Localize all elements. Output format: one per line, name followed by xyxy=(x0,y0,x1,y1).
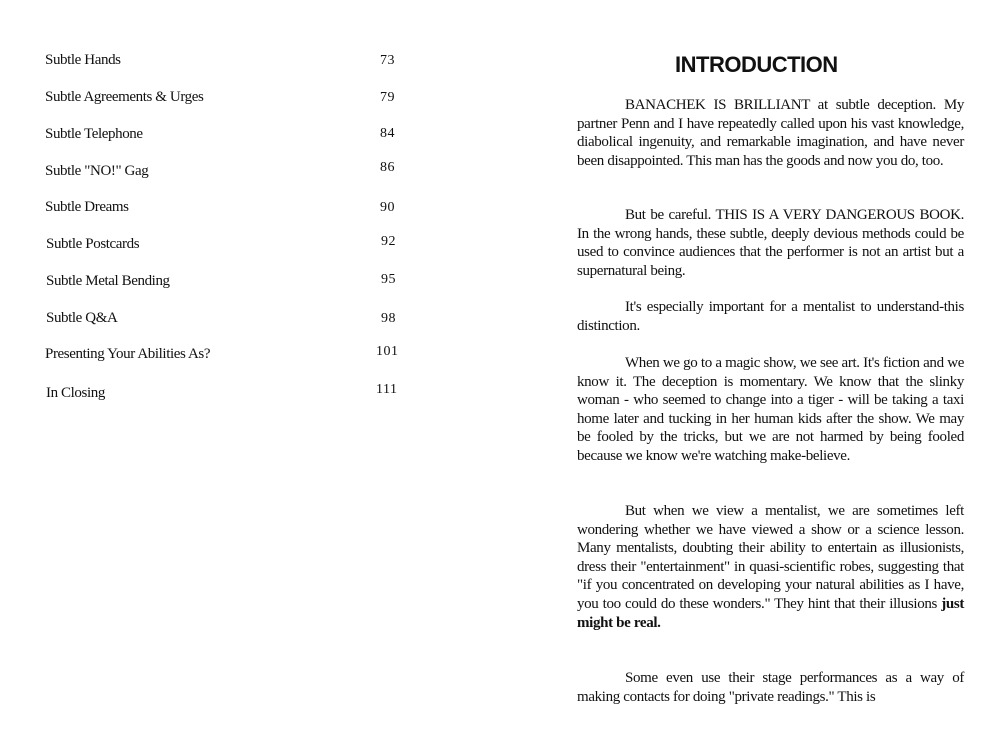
toc-entry-page: 111 xyxy=(376,382,398,397)
toc-entry-page: 98 xyxy=(381,311,396,326)
toc-entry-page: 101 xyxy=(376,344,399,359)
toc-entry-label: Subtle Q&A xyxy=(46,310,118,326)
toc-entry-page: 95 xyxy=(381,272,396,287)
intro-paragraph: BANACHEK IS BRILLIANT at subtle deception. My partner Penn and I have repeatedly called upon his vast knowledge, diabolical ingenuity, and remarkable imagination, and have never been disappointed. This man has the goods and now you do, too. xyxy=(577,97,964,169)
toc-entry-label: Presenting Your Abilities As? xyxy=(45,346,211,362)
intro-paragraph: Some even use their stage performances as a way of making contacts for doing "private readings." This is xyxy=(577,670,964,705)
toc-entry-label: Subtle "NO!" Gag xyxy=(45,163,149,179)
intro-paragraph: But be careful. THIS IS A VERY DANGEROUS BOOK. In the wrong hands, these subtle, deeply devious methods could be used to convince audiences that the performer is not an artist but a supernatural being. xyxy=(577,207,964,279)
intro-paragraph: When we go to a magic show, we see art. It's fiction and we know it. The deception is momentary. We know that the slinky woman - who seemed to change into a tiger - will be taking a taxi home later and tucking in her human kids after the show. We may be fooled by the tricks, but we are not harmed by being fooled because we know we're watching make-believe. xyxy=(577,355,964,464)
intro-paragraph xyxy=(577,502,964,632)
toc-entry-page: 84 xyxy=(380,126,395,141)
intro-paragraph: It's especially important for a mentalist to understand-this distinction. xyxy=(577,299,964,334)
toc-entry-page: 92 xyxy=(381,234,396,249)
toc-entry-page: 90 xyxy=(380,200,395,215)
intro-paragraph-text: But when we view a mentalist, we are sometimes left wondering whether we have viewed a show or a science lesson. Many mentalists, doubting their ability to entertain as illusionists, dress their "entertainment" in quasi-scientific robes, suggesting that "if you concentrated on developing your natural abilities as I have, you too could do these wonders." They hint that their illusions xyxy=(577,503,964,612)
page-title: INTRODUCTION xyxy=(675,52,838,77)
toc-entry-page: 73 xyxy=(380,53,395,68)
toc-entry-label: Subtle Metal Bending xyxy=(46,273,170,289)
toc-entry-page: 86 xyxy=(380,160,395,175)
toc-entry-label: Subtle Agreements & Urges xyxy=(45,89,204,105)
toc-entry-label: Subtle Postcards xyxy=(46,236,140,252)
toc-entry-label: Subtle Dreams xyxy=(45,199,129,215)
toc-entry-label: In Closing xyxy=(46,385,105,401)
toc-entry-label: Subtle Telephone xyxy=(45,126,143,142)
emphasis-text: just might be real. xyxy=(577,595,964,631)
toc-entry-label: Subtle Hands xyxy=(45,52,121,68)
toc-entry-page: 79 xyxy=(380,90,395,105)
